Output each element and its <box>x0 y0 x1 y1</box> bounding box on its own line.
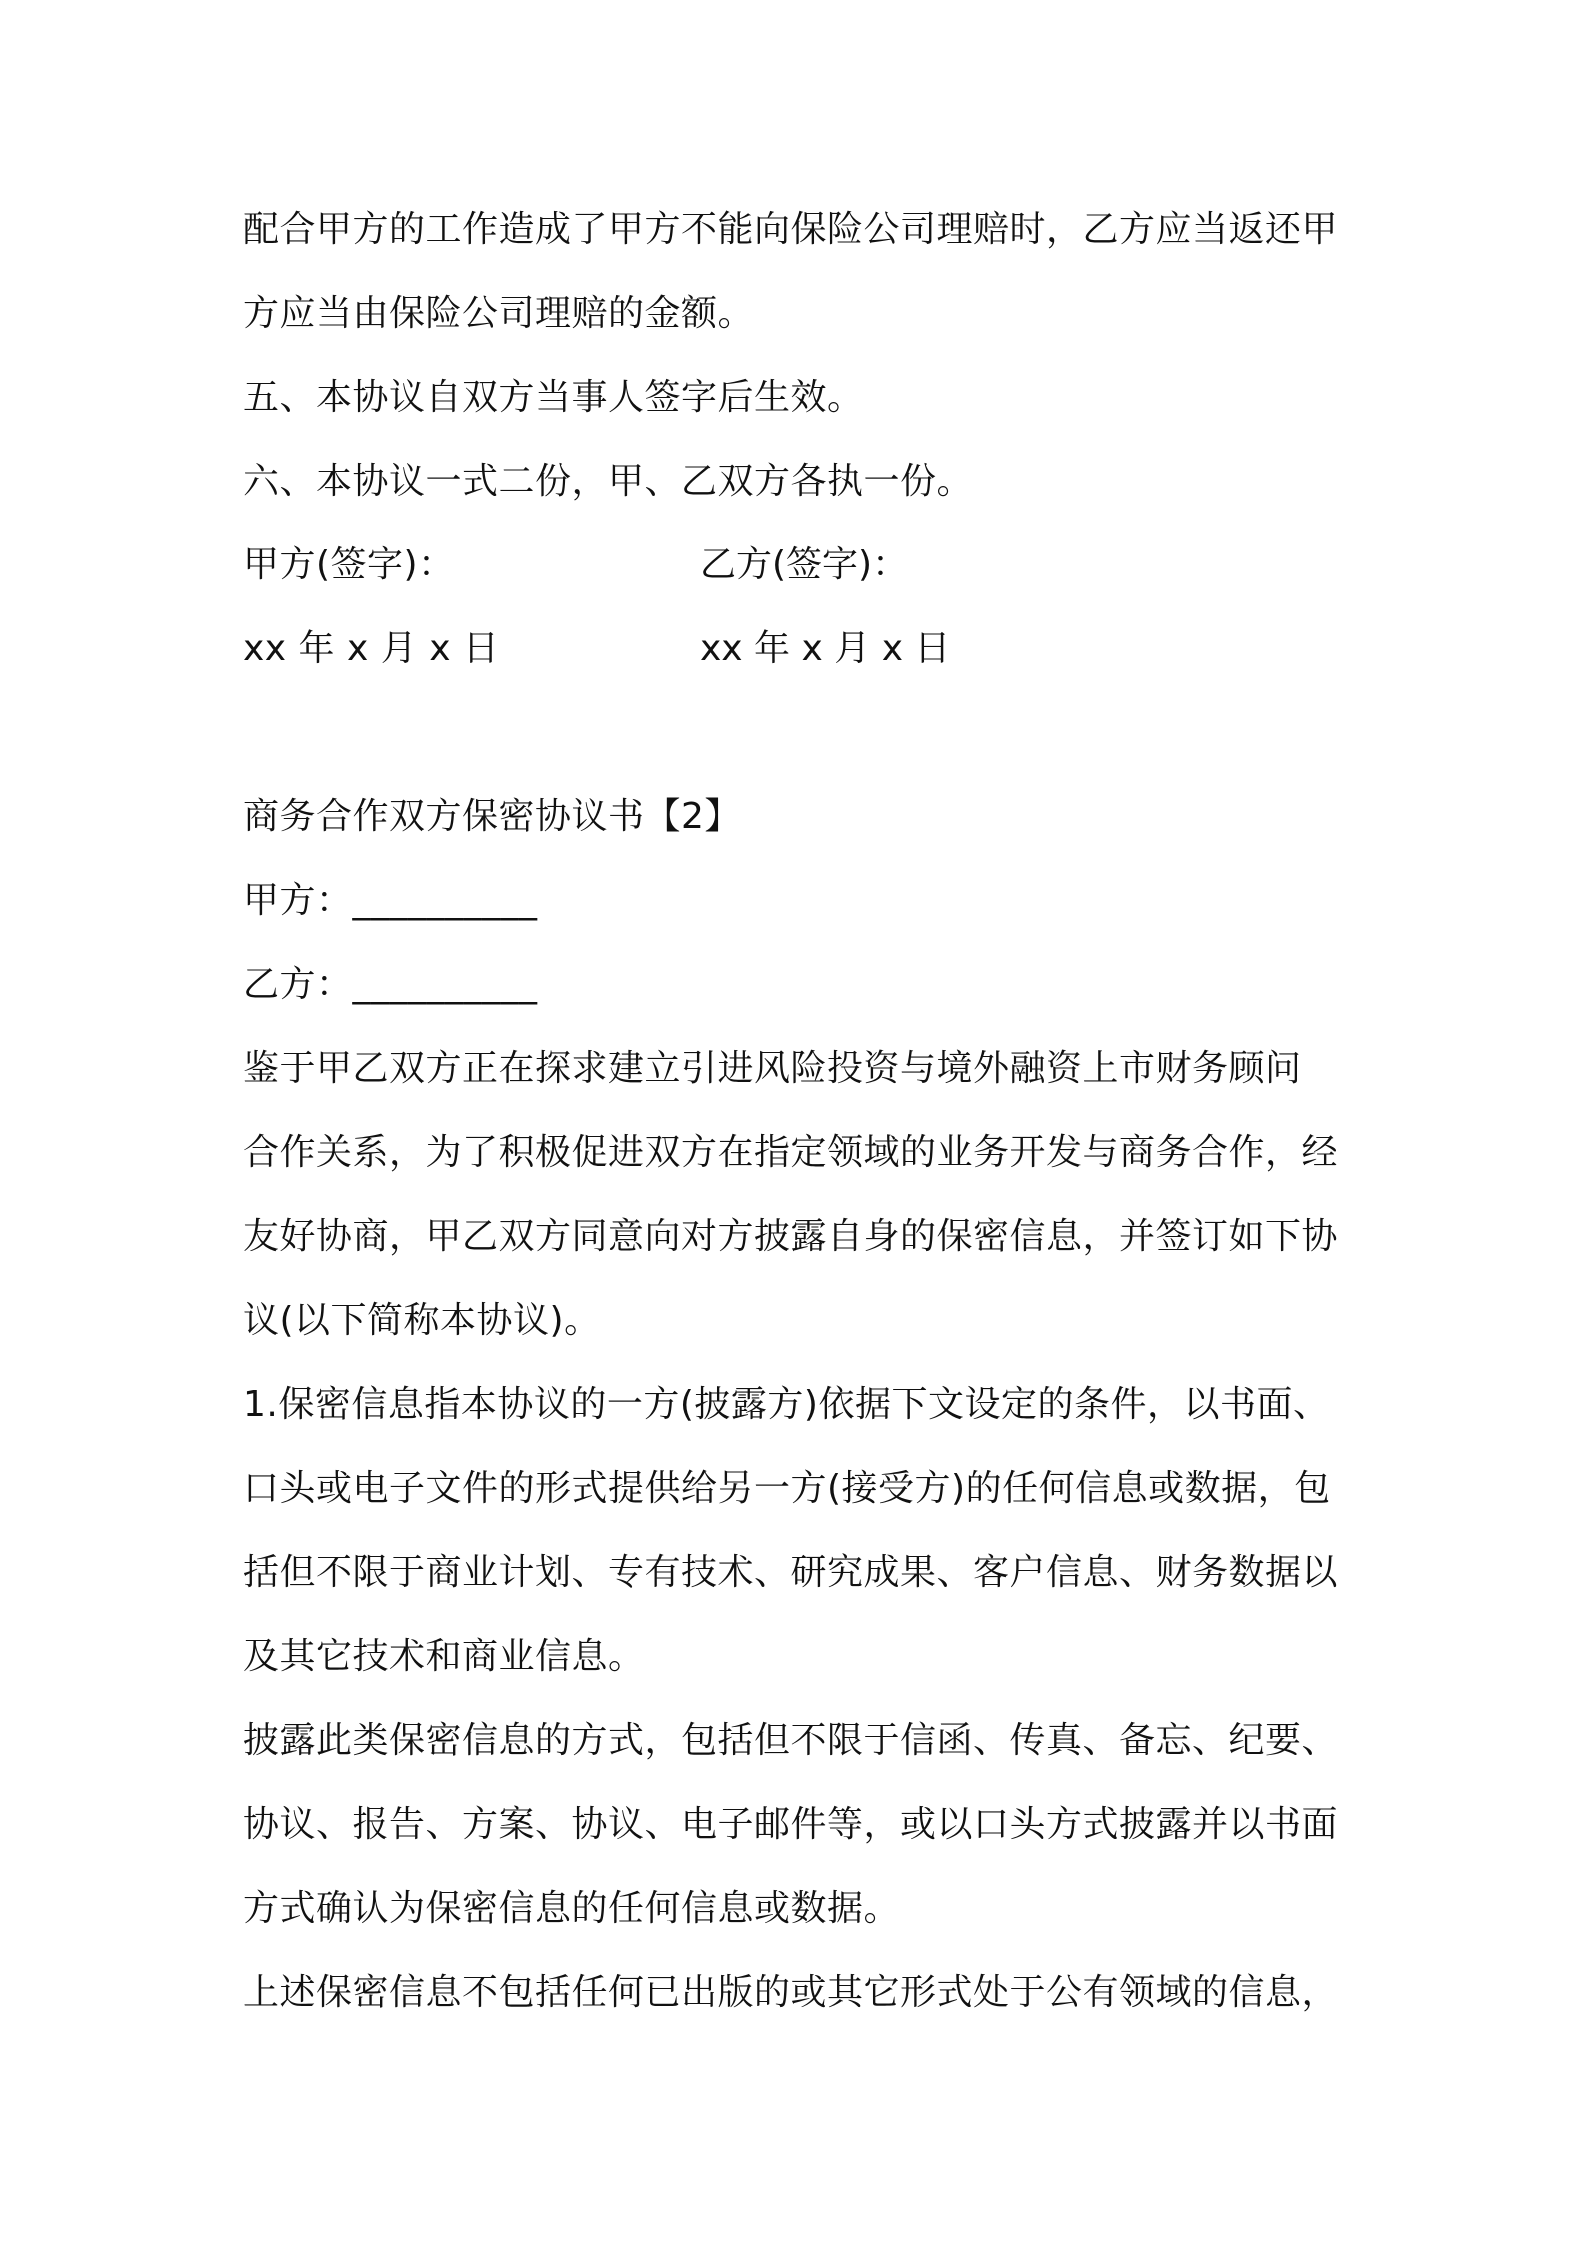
text-line: 配合甲方的工作造成了甲方不能向保险公司理赔时，乙方应当返还甲 <box>243 209 1339 250</box>
body-line: 方式确认为保密信息的任何信息或数据。 <box>243 1888 901 1929</box>
party-b-signature-label: 乙方(签字)： <box>700 544 909 585</box>
text-line: 六、本协议一式二份，甲、乙双方各执一份。 <box>243 461 974 502</box>
body-line: 括但不限于商业计划、专有技术、研究成果、客户信息、财务数据以 <box>243 1552 1339 1593</box>
body-line: 1.保密信息指本协议的一方(披露方)依据下文设定的条件，以书面、 <box>243 1384 1330 1425</box>
body-line: 上述保密信息不包括任何已出版的或其它形式处于公有领域的信息， <box>243 1972 1339 2013</box>
body-line: 鉴于甲乙双方正在探求建立引进风险投资与境外融资上市财务顾问 <box>243 1048 1302 1089</box>
body-line: 口头或电子文件的形式提供给另一方(接受方)的任何信息或数据，包 <box>243 1468 1331 1509</box>
party-a-signature-label: 甲方(签字)： <box>243 544 455 585</box>
body-line: 友好协商，甲乙双方同意向对方披露自身的保密信息，并签订如下协 <box>243 1216 1339 1257</box>
party-b-field: 乙方：__________ <box>243 964 538 1005</box>
body-line: 议(以下简称本协议)。 <box>243 1300 601 1341</box>
body-line: 及其它技术和商业信息。 <box>243 1636 645 1677</box>
text-line: 五、本协议自双方当事人签字后生效。 <box>243 377 864 418</box>
body-line: 披露此类保密信息的方式，包括但不限于信函、传真、备忘、纪要、 <box>243 1720 1339 1761</box>
body-line: 协议、报告、方案、协议、电子邮件等，或以口头方式披露并以书面 <box>243 1804 1339 1845</box>
party-a-date: xx 年 x 月 x 日 <box>243 628 500 669</box>
party-b-date: xx 年 x 月 x 日 <box>700 628 951 669</box>
body-line: 合作关系，为了积极促进双方在指定领域的业务开发与商务合作，经 <box>243 1132 1339 1173</box>
text-line: 方应当由保险公司理赔的金额。 <box>243 293 755 334</box>
party-a-field: 甲方：__________ <box>243 880 538 921</box>
section-title: 商务合作双方保密协议书【2】 <box>243 796 741 837</box>
